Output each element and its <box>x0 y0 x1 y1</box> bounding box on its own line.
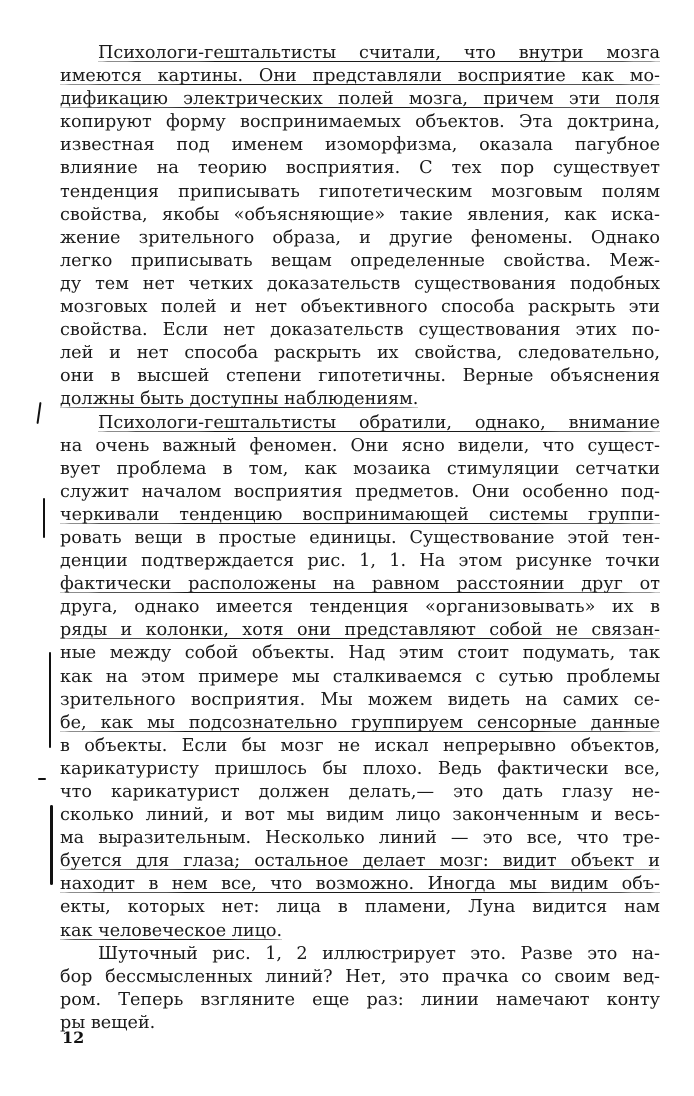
text-line: друга, однако имеется тенденция «организовывать» их в <box>60 597 660 618</box>
text-line: ры вещей. <box>60 1012 156 1033</box>
paragraph-3 <box>60 943 660 1035</box>
text-line: влияние на теорию восприятия. С тех пор существует <box>60 158 660 179</box>
text-line: они в высшей степени гипотетичны. Верные объяснения <box>60 366 660 387</box>
paragraph-1 <box>60 42 660 412</box>
paragraph-2 <box>60 412 660 943</box>
margin-mark <box>43 498 45 538</box>
text-line: находит в нем все, что возможно. Иногда мы видим объ- <box>60 874 660 895</box>
text-line: тенденция приписывать гипотетическим мозговым полям <box>60 181 660 202</box>
text-line: служит началом восприятия предметов. Они особенно под- <box>60 481 660 502</box>
text-line: бе, как мы подсознательно группируем сенсорные данные <box>60 712 660 733</box>
text-line: в объекты. Если бы мозг не искал непрерывно объектов, <box>60 735 660 756</box>
text-line: известная под именем изоморфизма, оказала пагубное <box>60 135 660 156</box>
text-line: как на этом примере мы сталкиваемся с сутью проблемы <box>60 666 660 687</box>
text-line: вует проблема в том, как мозаика стимуляции сетчатки <box>60 458 660 479</box>
page-number: 12 <box>62 1028 85 1047</box>
text-line: карикатуристу пришлось бы плохо. Ведь фактически все, <box>60 758 660 779</box>
text-line: свойства. Если нет доказательств существования этих по- <box>60 320 660 341</box>
text-line: должны быть доступны наблюдениям. <box>60 389 419 410</box>
book-page <box>60 42 660 1035</box>
text-line: Шуточный рис. 1, 2 иллюстрирует это. Разве это на- <box>98 943 660 964</box>
text-line: Психологи-гештальтисты считали, что внутри мозга <box>98 43 660 63</box>
text-line: как человеческое лицо. <box>60 920 283 941</box>
text-line: ду тем нет четких доказательств существования подобных <box>60 273 660 294</box>
text-line: свойства, якобы «объясняющие» такие явления, как иска- <box>60 204 660 225</box>
text-line: буется для глаза; остальное делает мозг: видит объект и <box>60 851 660 872</box>
text-line: жение зрительного образа, и другие феномены. Однако <box>60 227 660 248</box>
margin-mark <box>38 778 46 780</box>
text-line: копируют форму воспринимаемых объектов. Эта доктрина, <box>60 112 660 133</box>
text-line: екты, которых нет: лица в пламени, Луна видится нам <box>60 897 660 918</box>
text-line: ные между собой объекты. Над этим стоит подумать, так <box>60 643 660 664</box>
margin-mark <box>50 805 53 885</box>
text-line: денции подтверждается рис. 1, 1. На этом рисунке точки <box>60 551 660 572</box>
text-line: легко приписывать вещам определенные свойства. Меж- <box>60 250 660 271</box>
text-line: ма выразительным. Несколько линий — это все, что тре- <box>60 828 660 849</box>
text-line: зрительного восприятия. Мы можем видеть на самих се- <box>60 689 660 710</box>
text-line: дификацию электрических полей мозга, причем эти поля <box>60 89 660 110</box>
text-line: Психологи-гештальтисты обратили, однако, внимание <box>98 412 660 433</box>
margin-mark <box>36 402 41 424</box>
text-line: имеются картины. Они представляли восприятие как мо- <box>60 66 660 87</box>
text-line: черкивали тенденцию воспринимающей системы группи- <box>60 504 660 525</box>
margin-mark <box>49 652 51 748</box>
text-line: на очень важный феномен. Они ясно видели, что сущест- <box>60 435 660 456</box>
text-line: что карикатурист должен делать,— это дать глазу не- <box>60 782 660 802</box>
text-line: ряды и колонки, хотя они представляют собой не связан- <box>60 620 660 641</box>
text-line: ровать вещи в простые единицы. Существование этой тен- <box>60 527 660 548</box>
text-line: ром. Теперь взгляните еще раз: линии намечают конту <box>60 989 660 1010</box>
text-line: мозговых полей и нет объективного способа раскрыть эти <box>60 297 660 318</box>
text-line: фактически расположены на равном расстоянии друг от <box>60 574 660 595</box>
text-line: бор бессмысленных линий? Нет, это прачка со своим вед- <box>60 966 660 987</box>
text-line: сколько линий, и вот мы видим лицо законченным и весь- <box>60 805 660 826</box>
text-line: лей и нет способа раскрыть их свойства, следовательно, <box>60 343 660 364</box>
